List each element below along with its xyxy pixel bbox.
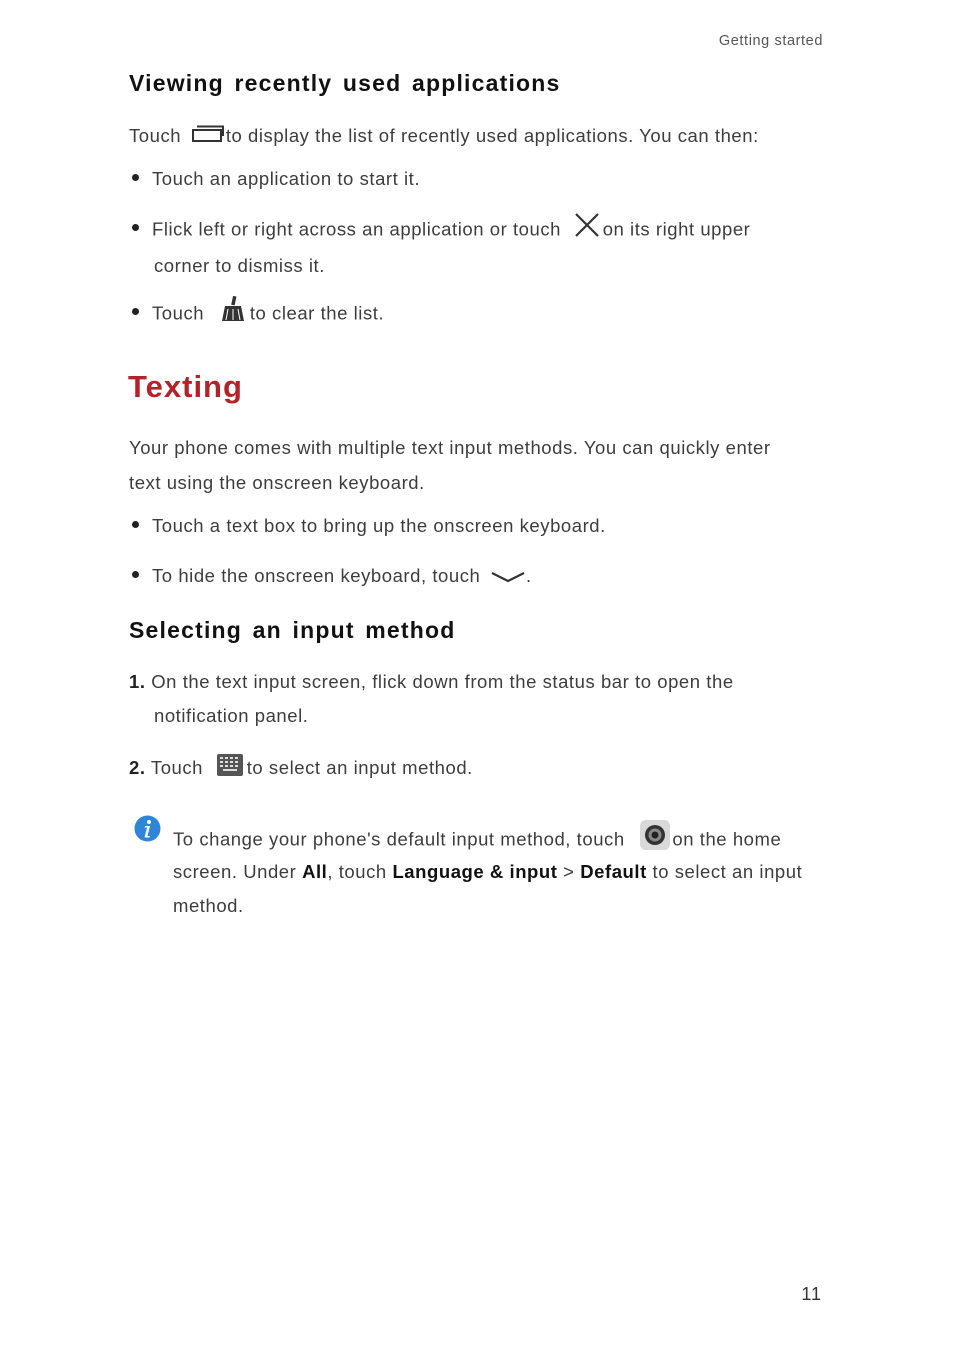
recent-apps-icon	[191, 120, 225, 155]
running-header: Getting started	[718, 33, 823, 49]
bullet-text	[152, 211, 750, 250]
bullet-text-post: to clear the list.	[249, 302, 385, 324]
note-line-3: method.	[173, 895, 244, 916]
close-icon	[573, 211, 601, 250]
bullet-dot	[132, 174, 139, 181]
note-text: To change your phone's default input method, touch	[173, 828, 625, 850]
ui-term-language-input: Language & input	[392, 861, 558, 882]
step-1	[129, 664, 734, 699]
bullet-dot	[132, 224, 139, 231]
recent-apps-intro	[129, 118, 759, 155]
step-text-pre: Touch	[150, 757, 204, 778]
bullet-text-post: .	[526, 565, 532, 586]
bullet-text-pre: To hide the onscreen keyboard, touch	[152, 565, 481, 586]
step-text-post: to select an input method.	[246, 757, 473, 778]
bullet-continuation: corner to dismiss it.	[154, 255, 325, 276]
note-text: to select an input	[652, 861, 803, 882]
bullet-dot	[132, 521, 139, 528]
info-icon	[134, 815, 161, 847]
note-text: on the home	[672, 828, 782, 850]
bullet-dot	[132, 308, 139, 315]
step-1-continuation: notification panel.	[154, 705, 309, 726]
bullet-dot	[132, 571, 139, 578]
step-text: On the text input screen, flick down from the status bar to open the	[151, 671, 734, 692]
bullet-text	[152, 558, 532, 595]
note-line-2	[173, 854, 802, 889]
keyboard-icon	[217, 752, 243, 787]
bullet-text-post: on its right upper	[602, 218, 751, 240]
section-title-texting: Texting	[128, 369, 243, 404]
step-number: 2.	[129, 757, 146, 778]
note-text: screen. Under	[173, 861, 297, 882]
note-text: , touch	[327, 861, 387, 882]
bullet-text: Touch an application to start it.	[152, 168, 421, 189]
broom-icon	[220, 295, 246, 334]
texting-paragraph-line2: text using the onscreen keyboard.	[129, 472, 425, 493]
step-2	[129, 750, 473, 787]
section-heading-input-method: Selecting an input method	[129, 617, 456, 643]
page-number: 11	[801, 1284, 822, 1304]
step-number: 1.	[129, 671, 146, 692]
intro-rest-text: to display the list of recently used applications. You can then:	[225, 125, 759, 146]
intro-touch-text: Touch	[129, 125, 182, 146]
ui-term-all: All	[302, 861, 328, 882]
bullet-text-pre: Flick left or right across an application or touch	[152, 218, 561, 240]
chevron-down-icon	[490, 560, 526, 595]
ui-term-default: Default	[580, 861, 647, 882]
bullet-text	[152, 295, 384, 334]
menu-separator: >	[563, 861, 575, 882]
section-heading-recent-apps: Viewing recently used applications	[129, 70, 561, 96]
texting-paragraph-line1: Your phone comes with multiple text input methods. You can quickly enter	[129, 437, 771, 458]
bullet-text-pre: Touch	[152, 302, 205, 324]
bullet-text: Touch a text box to bring up the onscreen keyboard.	[152, 515, 606, 536]
